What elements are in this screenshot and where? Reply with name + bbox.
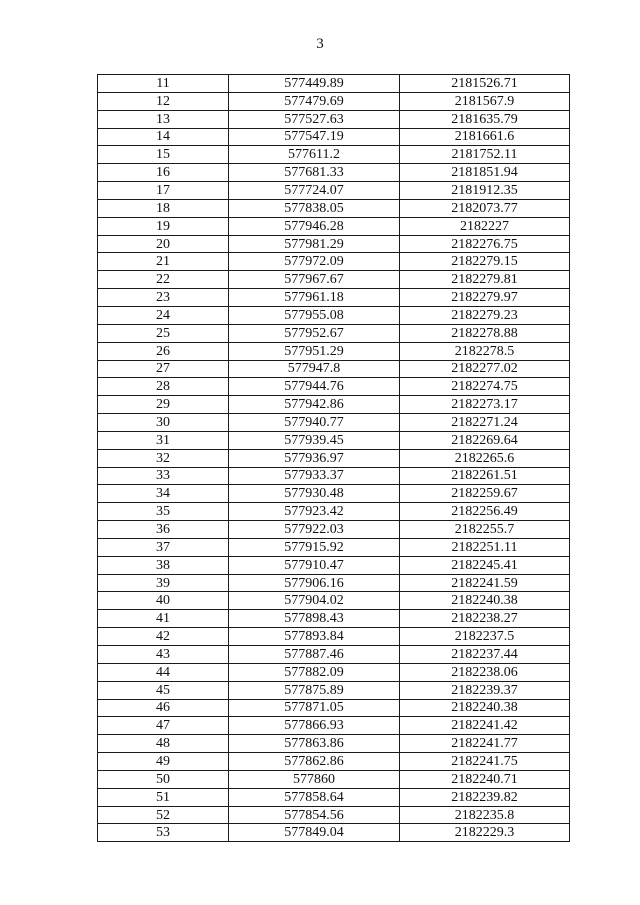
table-row xyxy=(98,378,570,396)
x-coordinate-cell: 577449.89 xyxy=(229,75,400,93)
table-row xyxy=(98,431,570,449)
table-row xyxy=(98,360,570,378)
table-row xyxy=(98,592,570,610)
table-row xyxy=(98,735,570,753)
table-row xyxy=(98,806,570,824)
point-number-cell: 40 xyxy=(98,592,229,610)
table-row xyxy=(98,199,570,217)
point-number-cell: 52 xyxy=(98,806,229,824)
x-coordinate-cell: 577923.42 xyxy=(229,503,400,521)
table-row xyxy=(98,342,570,360)
y-coordinate-cell: 2182251.11 xyxy=(400,538,570,556)
x-coordinate-cell: 577915.92 xyxy=(229,538,400,556)
y-coordinate-cell: 2182240.71 xyxy=(400,770,570,788)
x-coordinate-cell: 577946.28 xyxy=(229,217,400,235)
y-coordinate-cell: 2182241.59 xyxy=(400,574,570,592)
y-coordinate-cell: 2182245.41 xyxy=(400,556,570,574)
x-coordinate-cell: 577854.56 xyxy=(229,806,400,824)
table-row xyxy=(98,628,570,646)
point-number-cell: 37 xyxy=(98,538,229,556)
y-coordinate-cell: 2182279.81 xyxy=(400,271,570,289)
y-coordinate-cell: 2182238.27 xyxy=(400,610,570,628)
table-row xyxy=(98,521,570,539)
point-number-cell: 47 xyxy=(98,717,229,735)
x-coordinate-cell: 577933.37 xyxy=(229,467,400,485)
point-number-cell: 45 xyxy=(98,681,229,699)
x-coordinate-cell: 577724.07 xyxy=(229,182,400,200)
point-number-cell: 20 xyxy=(98,235,229,253)
table-row xyxy=(98,574,570,592)
point-number-cell: 11 xyxy=(98,75,229,93)
point-number-cell: 39 xyxy=(98,574,229,592)
y-coordinate-cell: 2182274.75 xyxy=(400,378,570,396)
point-number-cell: 21 xyxy=(98,253,229,271)
table-row xyxy=(98,467,570,485)
x-coordinate-cell: 577922.03 xyxy=(229,521,400,539)
table-row xyxy=(98,788,570,806)
y-coordinate-cell: 2182265.6 xyxy=(400,449,570,467)
x-coordinate-cell: 577860 xyxy=(229,770,400,788)
point-number-cell: 41 xyxy=(98,610,229,628)
point-number-cell: 29 xyxy=(98,396,229,414)
x-coordinate-cell: 577479.69 xyxy=(229,92,400,110)
y-coordinate-cell: 2182239.82 xyxy=(400,788,570,806)
point-number-cell: 42 xyxy=(98,628,229,646)
y-coordinate-cell: 2182279.23 xyxy=(400,306,570,324)
point-number-cell: 48 xyxy=(98,735,229,753)
x-coordinate-cell: 577936.97 xyxy=(229,449,400,467)
table-row xyxy=(98,770,570,788)
table-row xyxy=(98,556,570,574)
point-number-cell: 26 xyxy=(98,342,229,360)
y-coordinate-cell: 2181912.35 xyxy=(400,182,570,200)
y-coordinate-cell: 2182269.64 xyxy=(400,431,570,449)
point-number-cell: 53 xyxy=(98,824,229,842)
y-coordinate-cell: 2182241.75 xyxy=(400,753,570,771)
table-row xyxy=(98,75,570,93)
table-row xyxy=(98,128,570,146)
table-row xyxy=(98,289,570,307)
y-coordinate-cell: 2182276.75 xyxy=(400,235,570,253)
table-row xyxy=(98,146,570,164)
x-coordinate-cell: 577967.67 xyxy=(229,271,400,289)
y-coordinate-cell: 2182278.5 xyxy=(400,342,570,360)
x-coordinate-cell: 577961.18 xyxy=(229,289,400,307)
point-number-cell: 43 xyxy=(98,646,229,664)
point-number-cell: 31 xyxy=(98,431,229,449)
x-coordinate-cell: 577947.8 xyxy=(229,360,400,378)
table-row xyxy=(98,92,570,110)
y-coordinate-cell: 2182241.42 xyxy=(400,717,570,735)
x-coordinate-cell: 577882.09 xyxy=(229,663,400,681)
point-number-cell: 44 xyxy=(98,663,229,681)
point-number-cell: 16 xyxy=(98,164,229,182)
x-coordinate-cell: 577875.89 xyxy=(229,681,400,699)
point-number-cell: 33 xyxy=(98,467,229,485)
point-number-cell: 13 xyxy=(98,110,229,128)
y-coordinate-cell: 2181635.79 xyxy=(400,110,570,128)
point-number-cell: 49 xyxy=(98,753,229,771)
x-coordinate-cell: 577887.46 xyxy=(229,646,400,664)
table-row xyxy=(98,182,570,200)
y-coordinate-cell: 2182235.8 xyxy=(400,806,570,824)
x-coordinate-cell: 577910.47 xyxy=(229,556,400,574)
table-row xyxy=(98,306,570,324)
point-number-cell: 46 xyxy=(98,699,229,717)
y-coordinate-cell: 2182261.51 xyxy=(400,467,570,485)
y-coordinate-cell: 2182279.97 xyxy=(400,289,570,307)
table-row xyxy=(98,485,570,503)
y-coordinate-cell: 2182273.17 xyxy=(400,396,570,414)
y-coordinate-cell: 2182237.44 xyxy=(400,646,570,664)
x-coordinate-cell: 577866.93 xyxy=(229,717,400,735)
table-row xyxy=(98,503,570,521)
point-number-cell: 22 xyxy=(98,271,229,289)
point-number-cell: 36 xyxy=(98,521,229,539)
table-row xyxy=(98,681,570,699)
x-coordinate-cell: 577955.08 xyxy=(229,306,400,324)
x-coordinate-cell: 577930.48 xyxy=(229,485,400,503)
table-row xyxy=(98,610,570,628)
table-row xyxy=(98,164,570,182)
point-number-cell: 15 xyxy=(98,146,229,164)
x-coordinate-cell: 577893.84 xyxy=(229,628,400,646)
y-coordinate-cell: 2182279.15 xyxy=(400,253,570,271)
y-coordinate-cell: 2182259.67 xyxy=(400,485,570,503)
point-number-cell: 12 xyxy=(98,92,229,110)
y-coordinate-cell: 2181567.9 xyxy=(400,92,570,110)
x-coordinate-cell: 577862.86 xyxy=(229,753,400,771)
point-number-cell: 34 xyxy=(98,485,229,503)
x-coordinate-cell: 577527.63 xyxy=(229,110,400,128)
point-number-cell: 18 xyxy=(98,199,229,217)
x-coordinate-cell: 577611.2 xyxy=(229,146,400,164)
y-coordinate-cell: 2182237.5 xyxy=(400,628,570,646)
x-coordinate-cell: 577849.04 xyxy=(229,824,400,842)
y-coordinate-cell: 2182278.88 xyxy=(400,324,570,342)
page-number: 3 xyxy=(316,36,324,52)
x-coordinate-cell: 577871.05 xyxy=(229,699,400,717)
y-coordinate-cell: 2182255.7 xyxy=(400,521,570,539)
x-coordinate-cell: 577944.76 xyxy=(229,378,400,396)
x-coordinate-cell: 577904.02 xyxy=(229,592,400,610)
x-coordinate-cell: 577547.19 xyxy=(229,128,400,146)
table-row xyxy=(98,538,570,556)
y-coordinate-cell: 2181661.6 xyxy=(400,128,570,146)
y-coordinate-cell: 2182073.77 xyxy=(400,199,570,217)
point-number-cell: 19 xyxy=(98,217,229,235)
x-coordinate-cell: 577981.29 xyxy=(229,235,400,253)
point-number-cell: 23 xyxy=(98,289,229,307)
point-number-cell: 32 xyxy=(98,449,229,467)
x-coordinate-cell: 577858.64 xyxy=(229,788,400,806)
point-number-cell: 24 xyxy=(98,306,229,324)
x-coordinate-cell: 577939.45 xyxy=(229,431,400,449)
y-coordinate-cell: 2181752.11 xyxy=(400,146,570,164)
x-coordinate-cell: 577863.86 xyxy=(229,735,400,753)
point-number-cell: 27 xyxy=(98,360,229,378)
table-row xyxy=(98,110,570,128)
point-number-cell: 51 xyxy=(98,788,229,806)
x-coordinate-cell: 577838.05 xyxy=(229,199,400,217)
point-number-cell: 28 xyxy=(98,378,229,396)
y-coordinate-cell: 2182239.37 xyxy=(400,681,570,699)
table-row xyxy=(98,414,570,432)
x-coordinate-cell: 577951.29 xyxy=(229,342,400,360)
y-coordinate-cell: 2182238.06 xyxy=(400,663,570,681)
y-coordinate-cell: 2182271.24 xyxy=(400,414,570,432)
y-coordinate-cell: 2182227 xyxy=(400,217,570,235)
table-row xyxy=(98,324,570,342)
table-row xyxy=(98,753,570,771)
x-coordinate-cell: 577942.86 xyxy=(229,396,400,414)
x-coordinate-cell: 577972.09 xyxy=(229,253,400,271)
table-row xyxy=(98,646,570,664)
point-number-cell: 35 xyxy=(98,503,229,521)
point-number-cell: 30 xyxy=(98,414,229,432)
point-number-cell: 50 xyxy=(98,770,229,788)
x-coordinate-cell: 577898.43 xyxy=(229,610,400,628)
table-row xyxy=(98,235,570,253)
table-row xyxy=(98,449,570,467)
point-number-cell: 17 xyxy=(98,182,229,200)
x-coordinate-cell: 577681.33 xyxy=(229,164,400,182)
y-coordinate-cell: 2182277.02 xyxy=(400,360,570,378)
y-coordinate-cell: 2182240.38 xyxy=(400,592,570,610)
point-number-cell: 25 xyxy=(98,324,229,342)
point-number-cell: 38 xyxy=(98,556,229,574)
table-row xyxy=(98,253,570,271)
y-coordinate-cell: 2182240.38 xyxy=(400,699,570,717)
y-coordinate-cell: 2181526.71 xyxy=(400,75,570,93)
coordinates-table xyxy=(97,74,570,842)
coordinates-table-body xyxy=(98,75,570,842)
x-coordinate-cell: 577940.77 xyxy=(229,414,400,432)
table-row xyxy=(98,824,570,842)
table-row xyxy=(98,699,570,717)
x-coordinate-cell: 577952.67 xyxy=(229,324,400,342)
table-row xyxy=(98,217,570,235)
point-number-cell: 14 xyxy=(98,128,229,146)
y-coordinate-cell: 2182241.77 xyxy=(400,735,570,753)
y-coordinate-cell: 2182256.49 xyxy=(400,503,570,521)
table-row xyxy=(98,663,570,681)
y-coordinate-cell: 2181851.94 xyxy=(400,164,570,182)
y-coordinate-cell: 2182229.3 xyxy=(400,824,570,842)
table-row xyxy=(98,271,570,289)
table-row xyxy=(98,717,570,735)
x-coordinate-cell: 577906.16 xyxy=(229,574,400,592)
table-row xyxy=(98,396,570,414)
